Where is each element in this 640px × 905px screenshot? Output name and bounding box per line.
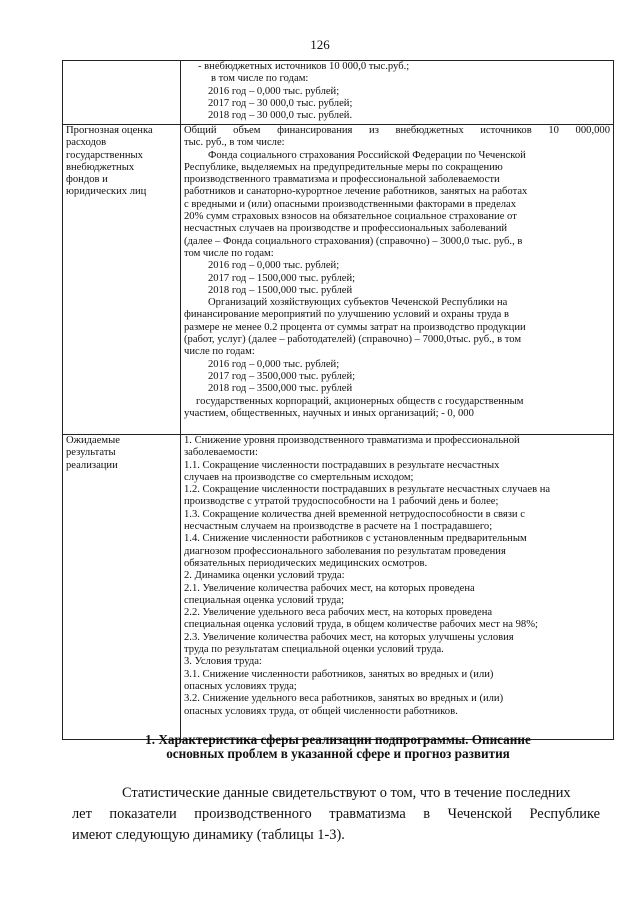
text-line: опасных условиях труда, от общей численности работников. <box>184 705 458 717</box>
text-line: 2.2. Увеличение удельного веса рабочих мест, на которых проведена <box>184 607 493 619</box>
row-content-extra-budget <box>181 61 614 125</box>
text-line: диагнозом профессионального заболевания по результатам проведения <box>184 545 506 557</box>
text-line: труда по результатам специальной оценки условий труда. <box>184 644 444 656</box>
text-line: с вредными и (или) опасными производственными факторами в пределах <box>184 198 517 210</box>
text-line: государственных корпораций, акционерных обществ с государственным <box>196 395 524 407</box>
passport-table <box>62 60 614 740</box>
text-line: 2016 год – 0,000 тыс. рублей; <box>208 358 340 370</box>
text-line: (далее – Фонда социального страхования) (справочно) – 3000,0 тыс. руб., в <box>184 235 523 247</box>
section-heading <box>62 733 614 761</box>
row-content-expected-results <box>181 435 614 740</box>
label-line: результаты <box>66 447 116 459</box>
text-line: 2018 год – 30 000,0 тыс. рублей. <box>208 110 353 122</box>
text-line: 2016 год – 0,000 тыс. рублей; <box>208 260 340 272</box>
text-line: финансирование мероприятий по улучшению условий и охраны труда в <box>184 309 509 321</box>
text-line: 2018 год – 1500,000 тыс. рублей <box>208 284 353 296</box>
text-line: 2017 год – 30 000,0 тыс. рублей; <box>208 97 353 109</box>
text-line: 3.2. Снижение удельного веса работников, занятых во вредных и (или) <box>184 693 504 705</box>
paragraph-line: лет показатели производственного травматизма в Чеченской Республике <box>72 806 600 822</box>
page-number: 126 <box>310 37 330 52</box>
label-line: государственных <box>66 149 143 161</box>
text-line: несчастных случаев на производстве и профессиональных заболеваний <box>184 223 508 235</box>
row-content-forecast <box>181 125 614 435</box>
text-line: несчастным случаем на производстве в расчете на 1 пострадавшего; <box>184 521 493 533</box>
text-line: 2018 год – 3500,000 тыс. рублей <box>208 383 353 395</box>
heading-line: основных проблем в указанной сфере и прогноз развития <box>166 746 510 761</box>
text-line: опасных условиях труда; <box>184 680 297 692</box>
paragraph-line: имеют следующую динамику (таблицы 1-3). <box>72 827 345 843</box>
text-line: 2017 год – 1500,000 тыс. рублей; <box>208 272 356 284</box>
text-line: (работ, услуг) (далее – работодателей) (справочно) – 7000,0тыс. руб., в том <box>184 334 522 346</box>
text-line: 1.4. Снижение численности работников с установленным предварительным <box>184 533 527 545</box>
text-line: Общий объем финансирования из внебюджетных источников 10 000,000 <box>184 125 610 136</box>
label-line: Ожидаемые <box>66 435 120 446</box>
text-line: числе по годам: <box>184 346 255 358</box>
text-line: 1.2. Сокращение численности пострадавших в результате несчастных случаев на <box>184 484 551 496</box>
text-line: 2017 год – 3500,000 тыс. рублей; <box>208 370 356 382</box>
text-line: случаев на производстве со смертельным исходом; <box>184 471 414 483</box>
text-line: Республике, выделяемых на предупредительные меры по сокращению <box>184 161 503 173</box>
text-line: 2. Динамика оценки условий труда: <box>184 570 345 582</box>
text-line: специальная оценка условий труда; <box>184 594 345 606</box>
label-line: расходов <box>66 137 107 149</box>
text-line: в том числе по годам: <box>211 73 309 85</box>
row-label-expected-results <box>63 435 181 740</box>
text-line: 1.3. Сокращение количества дней временной нетрудоспособности в связи с <box>184 508 525 520</box>
label-line: Прогнозная оценка <box>66 125 153 136</box>
text-line: обязательных периодических медицинских осмотров. <box>184 557 428 569</box>
text-line: - внебюджетных источников 10 000,0 тыс.руб.; <box>198 61 410 72</box>
table-row-expected-results <box>63 435 614 740</box>
text-line: 3.1. Снижение численности работников, занятых во вредных и (или) <box>184 668 494 680</box>
text-line: тыс. руб., в том числе: <box>184 137 285 149</box>
text-line: работников и санаторно-курортное лечение работников, занятых на работах <box>184 186 528 198</box>
label-line: фондов и <box>66 174 108 186</box>
text-line: Организаций хозяйствующих субъектов Чеченской Республики на <box>208 297 508 309</box>
paragraph-line: Статистические данные свидетельствуют о том, что в течение последних <box>122 785 571 801</box>
text-line: 20% сумм страховых взносов на обязательное социальное страхование от <box>184 211 517 223</box>
text-line: 1. Снижение уровня производственного травматизма и профессиональной <box>184 435 520 446</box>
table-row-extra-budget <box>63 61 614 125</box>
text-line: специальная оценка условий труда, в общем количестве рабочих мест на 98%; <box>184 619 538 631</box>
row-label-empty <box>63 61 181 125</box>
text-line: 1.1. Сокращение численности пострадавших в результате несчастных <box>184 459 500 471</box>
text-line: производстве с утратой трудоспособности на 1 рабочий день и более; <box>184 496 499 508</box>
text-line: 2016 год – 0,000 тыс. рублей; <box>208 85 340 97</box>
label-line: реализации <box>66 459 118 471</box>
text-line: Фонда социального страхования Российской Федерации по Чеченской <box>208 149 526 161</box>
row-label-forecast <box>63 125 181 435</box>
text-line: участием, общественных, научных и иных организаций; - 0, 000 <box>184 407 474 419</box>
body-paragraph <box>72 783 600 846</box>
text-line: 2.1. Увеличение количества рабочих мест, на которых проведена <box>184 582 475 594</box>
text-line: размере не менее 0.2 процента от суммы затрат на производство продукции <box>184 321 526 333</box>
label-line: внебюджетных <box>66 161 135 173</box>
text-line: 3. Условия труда: <box>184 656 262 668</box>
text-line: заболеваемости: <box>184 447 258 459</box>
label-line: юридических лиц <box>66 186 147 198</box>
text-line: 2.3. Увеличение количества рабочих мест, на которых улучшены условия <box>184 631 514 643</box>
heading-line: 1. Характеристика сферы реализации подпрограммы. Описание <box>145 732 531 747</box>
text-line: производственного травматизма и профессиональной заболеваемости <box>184 174 500 186</box>
text-line: том числе по годам: <box>184 247 274 259</box>
table-row-forecast <box>63 125 614 435</box>
